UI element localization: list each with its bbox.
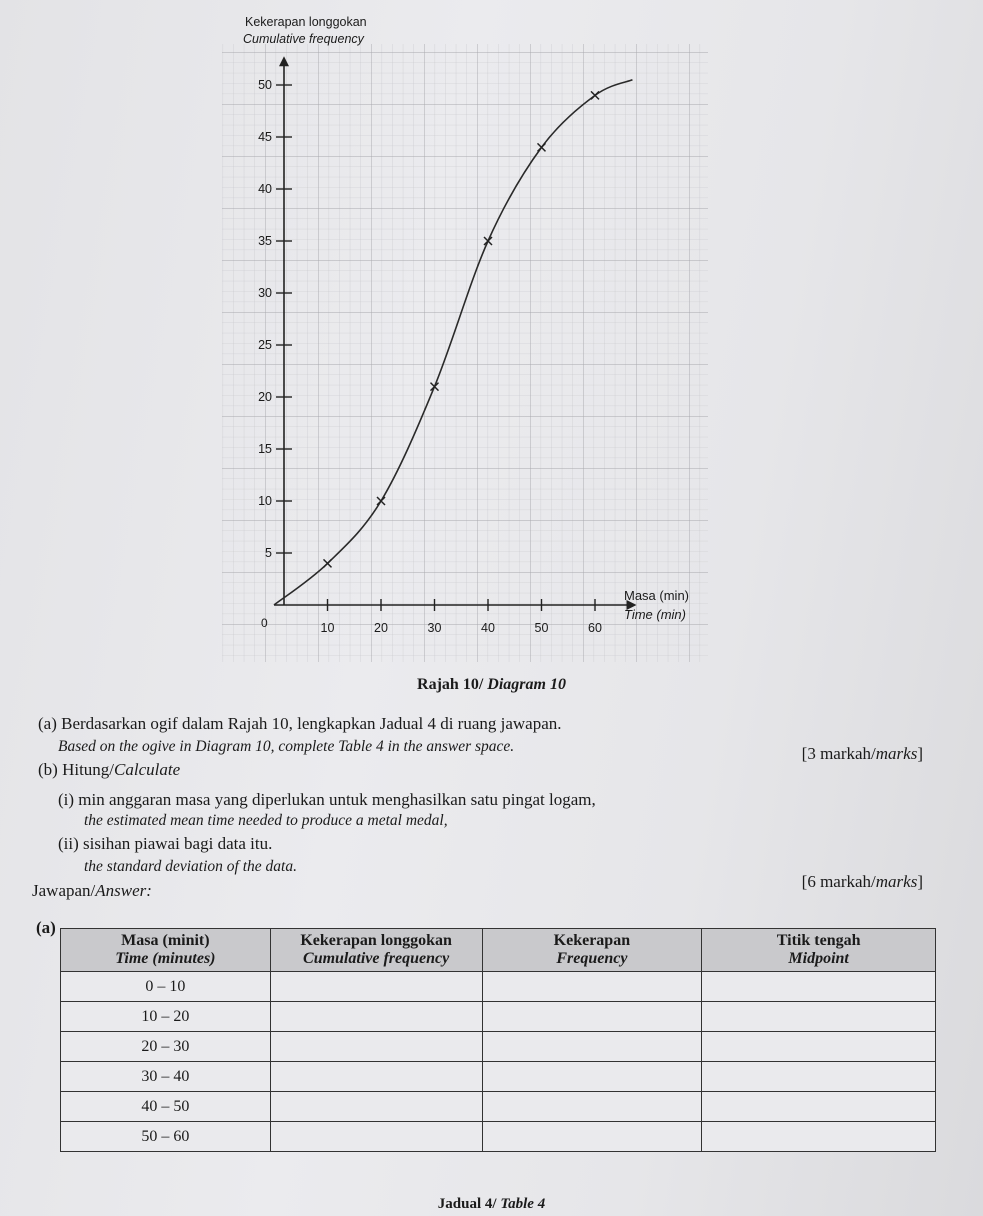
y-tick-label: 40	[258, 182, 272, 196]
midpoint-cell[interactable]	[702, 1122, 936, 1152]
question-b-i-en: the estimated mean time needed to produce a metal medal,	[84, 812, 448, 829]
frequency-cell[interactable]	[482, 1092, 702, 1122]
col-header-cumulative: Kekerapan longgokan Cumulative frequency	[270, 929, 482, 972]
table-row	[61, 1062, 936, 1092]
question-b-ii-en: the standard deviation of the data.	[84, 858, 297, 875]
x-axis-label: Masa (min)	[624, 588, 690, 603]
table-caption: Jadual 4/ Table 4	[437, 1196, 546, 1212]
time-class: 0 – 10	[61, 972, 271, 1002]
figure-caption: Rajah 10/ Diagram 10	[417, 676, 566, 693]
y-tick-label: 15	[258, 442, 272, 456]
y-tick-label: 5	[265, 546, 272, 560]
col-header-time: Masa (minit) Time (minutes)	[61, 929, 271, 972]
table-row	[61, 1092, 936, 1122]
table-row	[61, 1122, 936, 1152]
origin-label: 0	[261, 616, 268, 630]
chart-title: Kekerapan longgokan	[245, 15, 367, 29]
cumulative-cell[interactable]	[270, 1122, 482, 1152]
chart-title-en: Cumulative frequency	[243, 32, 364, 46]
midpoint-cell[interactable]	[702, 1092, 936, 1122]
x-tick-label: 20	[374, 621, 388, 635]
cumulative-cell[interactable]	[270, 1032, 482, 1062]
time-class: 30 – 40	[61, 1062, 271, 1092]
midpoint-cell[interactable]	[702, 972, 936, 1002]
table-row	[61, 972, 936, 1002]
table-row	[61, 1002, 936, 1032]
answer-label: Jawapan/Answer:	[32, 881, 152, 900]
frequency-cell[interactable]	[482, 1122, 702, 1152]
question-b-label: (b) Hitung/Calculate	[38, 760, 181, 779]
question-a-en: Based on the ogive in Diagram 10, complete Table 4 in the answer space.	[58, 738, 515, 755]
question-b-i-ms: (i) min anggaran masa yang diperlukan untuk menghasilkan satu pingat logam,	[58, 790, 596, 809]
midpoint-cell[interactable]	[702, 1002, 936, 1032]
cumulative-cell[interactable]	[270, 1062, 482, 1092]
y-tick-label: 10	[258, 494, 272, 508]
question-b-marks: [6 markah/marks]	[801, 872, 923, 891]
table-row	[61, 1032, 936, 1062]
y-tick-label: 20	[258, 390, 272, 404]
midpoint-cell[interactable]	[702, 1032, 936, 1062]
cumulative-cell[interactable]	[270, 972, 482, 1002]
frequency-cell[interactable]	[482, 1002, 702, 1032]
time-class: 40 – 50	[61, 1092, 271, 1122]
x-tick-label: 60	[588, 621, 602, 635]
cumulative-cell[interactable]	[270, 1002, 482, 1032]
midpoint-cell[interactable]	[702, 1062, 936, 1092]
cumulative-cell[interactable]	[270, 1092, 482, 1122]
question-a-marks: [3 markah/marks]	[801, 744, 923, 763]
x-tick-label: 50	[534, 621, 549, 635]
time-class: 20 – 30	[61, 1032, 271, 1062]
frequency-cell[interactable]	[482, 972, 702, 1002]
x-tick-label: 10	[320, 621, 335, 635]
y-tick-label: 30	[258, 286, 272, 300]
answer-part-a: (a)	[36, 918, 56, 937]
x-tick-label: 40	[481, 621, 495, 635]
y-tick-label: 25	[258, 338, 272, 352]
frequency-cell[interactable]	[482, 1032, 702, 1062]
question-b-ii-ms: (ii) sisihan piawai bagi data itu.	[58, 834, 273, 853]
question-a-ms: (a) Berdasarkan ogif dalam Rajah 10, lengkapkan Jadual 4 di ruang jawapan.	[38, 714, 562, 733]
y-tick-label: 50	[258, 78, 272, 92]
col-header-midpoint: Titik tengah Midpoint	[702, 929, 936, 972]
time-class: 10 – 20	[61, 1002, 271, 1032]
col-header-frequency: Kekerapan Frequency	[482, 929, 702, 972]
frequency-table	[60, 928, 936, 1152]
x-tick-label: 30	[427, 621, 442, 635]
y-tick-label: 45	[258, 130, 272, 144]
time-class: 50 – 60	[61, 1122, 271, 1152]
x-axis-label-en: Time (min)	[624, 607, 686, 622]
y-tick-label: 35	[258, 234, 272, 248]
frequency-cell[interactable]	[482, 1062, 702, 1092]
